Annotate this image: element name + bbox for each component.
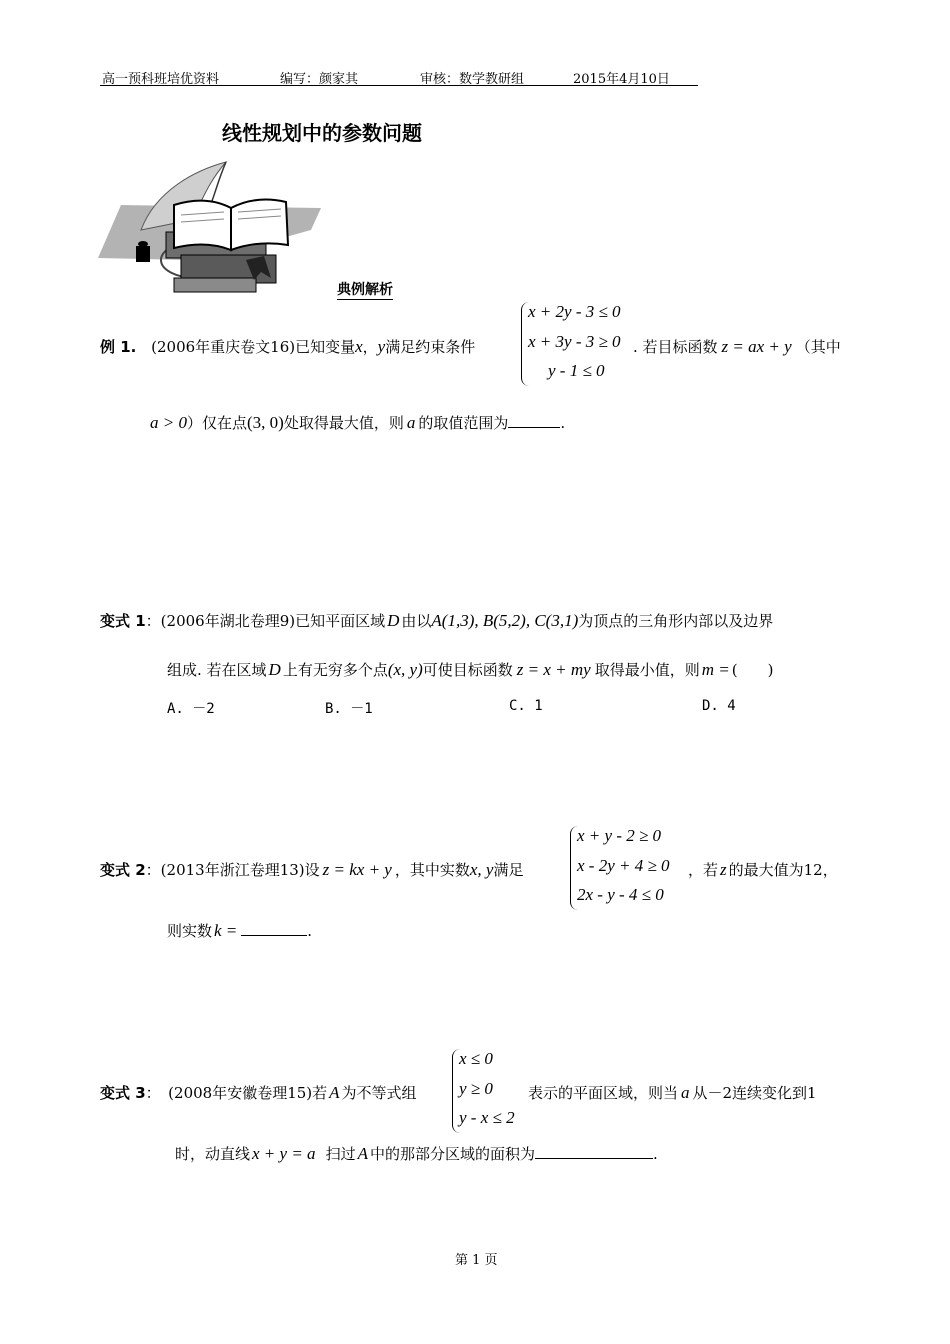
variant2-line1-tail xyxy=(688,859,838,880)
variant3-line2 xyxy=(175,1143,658,1164)
variant3-constraint: y ≥ 0 xyxy=(459,1079,493,1098)
variant1-label: 变式 1 xyxy=(100,612,146,630)
header-reviewer: 审核：数学教研组 xyxy=(420,72,525,87)
example1-source: (2006年重庆卷文16)已知变量 xyxy=(151,338,356,356)
example1-constraint: x + 2y - 3 ≤ 0 xyxy=(528,302,621,321)
variant3-line2-set: A xyxy=(357,1144,368,1163)
example1-line2-text2: 处取得最大值，则 xyxy=(283,414,404,432)
variant3-var-a: a xyxy=(681,1083,690,1102)
books-clipart-icon xyxy=(96,160,331,300)
example1-answer-blank[interactable] xyxy=(508,413,560,428)
example1-objective: z = ax + y xyxy=(721,337,792,356)
variant1-line2-region: D xyxy=(268,660,281,679)
example1-text-c: . 若目标函数 xyxy=(633,338,718,356)
variant1-objective: z = x + my xyxy=(516,660,591,679)
variant1-line2-b: 上有无穷多个点 xyxy=(282,661,388,679)
variant3-line2-end: . xyxy=(652,1145,658,1163)
example1-constraint-system xyxy=(521,302,642,386)
variant1-source: ：(2006年湖北卷理9)已知平面区域 xyxy=(145,612,386,630)
example1-line2-text3: 的取值范围为 xyxy=(418,414,509,432)
example1-constraint: x + 3y - 3 ≥ 0 xyxy=(528,332,621,351)
variant1-choice-c[interactable]: C. 1 xyxy=(509,698,543,714)
variant1-line2 xyxy=(167,659,773,680)
variant3-answer-blank[interactable] xyxy=(535,1144,653,1159)
example1-sep: ， xyxy=(362,338,378,356)
variant1-choice-a[interactable]: A. －2 xyxy=(167,701,215,717)
variant3-text-c: 表示的平面区域，则当 xyxy=(528,1084,679,1102)
example1-text-d: （其中 xyxy=(795,338,841,356)
header-course: 高一预科班培优资料 xyxy=(102,72,220,87)
variant2-text-e: 的最大值为12， xyxy=(728,861,838,879)
section-label: 典例解析 xyxy=(337,279,393,300)
variant2-constraint: 2x - y - 4 ≤ 0 xyxy=(577,885,664,904)
variant2-line2-end: . xyxy=(307,922,313,940)
header-date: 2015年4月10日 xyxy=(573,72,670,87)
variant1-line1 xyxy=(100,610,773,631)
variant3-set-a: A xyxy=(329,1083,340,1102)
example1-text-b: 满足约束条件 xyxy=(385,338,476,356)
variant3-line2-c: 中的那部分区域的面积为 xyxy=(369,1145,535,1163)
variant2-text-c: 满足 xyxy=(493,861,524,879)
variant1-line2-e: ( ) xyxy=(731,661,774,679)
example1-line2-text: ）仅在点 xyxy=(186,414,247,432)
variant2-text-b: ，其中实数 xyxy=(394,861,470,879)
variant2-source: ：(2013年浙江卷理13)设 xyxy=(145,861,320,879)
variant3-constraint-system xyxy=(452,1049,533,1133)
variant1-region: D xyxy=(387,611,400,630)
variant3-line2-a: 时，动直线 xyxy=(175,1145,251,1163)
variant2-line2-a: 则实数 xyxy=(167,922,213,940)
page-header xyxy=(100,66,698,86)
variant2-answer-blank[interactable] xyxy=(241,921,307,936)
variant2-constraint: x + y - 2 ≥ 0 xyxy=(577,826,662,845)
variant2-var-k: k = xyxy=(214,921,238,940)
example1-line2 xyxy=(150,412,565,433)
variant1-var-m: m = xyxy=(701,660,730,679)
variant1-line2-d: 取得最小值，则 xyxy=(594,661,700,679)
example1-constraint: y - 1 ≤ 0 xyxy=(548,361,605,380)
variant1-line2-point: (x, y) xyxy=(387,660,423,679)
example1-line1 xyxy=(100,336,475,357)
variant2-label: 变式 2 xyxy=(100,861,146,879)
example1-condition: a > 0 xyxy=(150,413,187,432)
variant1-line2-c: 可使目标函数 xyxy=(422,661,513,679)
variant1-text-b: 由以 xyxy=(401,612,432,630)
variant3-moving-line: x + y = a xyxy=(252,1144,316,1163)
header-editor: 编写：颜家其 xyxy=(280,72,359,87)
page-title: 线性规划中的参数问题 xyxy=(222,121,422,145)
variant2-vars: x, y xyxy=(469,860,494,879)
example1-line1-tail xyxy=(633,336,841,357)
variant3-text-d: 从－2连续变化到1 xyxy=(692,1084,817,1102)
variant1-choice-d[interactable]: D. 4 xyxy=(702,698,736,714)
variant2-constraint-system xyxy=(570,826,689,910)
variant3-text-b: 为不等式组 xyxy=(341,1084,417,1102)
variant2-text-d: ，若 xyxy=(688,861,719,879)
example1-point: (3, 0) xyxy=(247,413,284,432)
variant1-line2-a: 组成. 若在区域 xyxy=(167,661,267,679)
variant1-text-c: 为顶点的三角形内部以及边界 xyxy=(578,612,774,630)
example1-var-a: a xyxy=(406,413,416,432)
variant3-line1-tail xyxy=(528,1082,817,1103)
variant1-points: A(1,3), B(5,2), C(3,1) xyxy=(431,611,579,630)
variant1-choice-b[interactable]: B. －1 xyxy=(325,701,373,717)
variant2-constraint: x - 2y + 4 ≥ 0 xyxy=(577,856,670,875)
page-footer: 第 1 页 xyxy=(455,1253,498,1268)
example1-var-x: x xyxy=(355,337,363,356)
example1-label: 例 1. xyxy=(100,338,137,356)
example1-var-y: y xyxy=(377,337,386,356)
variant2-objective: z = kx + y xyxy=(322,860,392,879)
variant3-label: 变式 3 xyxy=(100,1084,146,1102)
example1-line2-end: . xyxy=(560,414,566,432)
variant3-source: ： (2008年安徽卷理15)若 xyxy=(145,1084,328,1102)
variant2-line2 xyxy=(167,920,312,941)
variant3-constraint: x ≤ 0 xyxy=(459,1049,493,1068)
variant2-var-z: z xyxy=(720,860,727,879)
variant3-constraint: y - x ≤ 2 xyxy=(459,1108,515,1127)
variant2-line1 xyxy=(100,859,523,880)
variant3-line1 xyxy=(100,1082,417,1103)
variant3-line2-b: 扫过 xyxy=(325,1145,356,1163)
